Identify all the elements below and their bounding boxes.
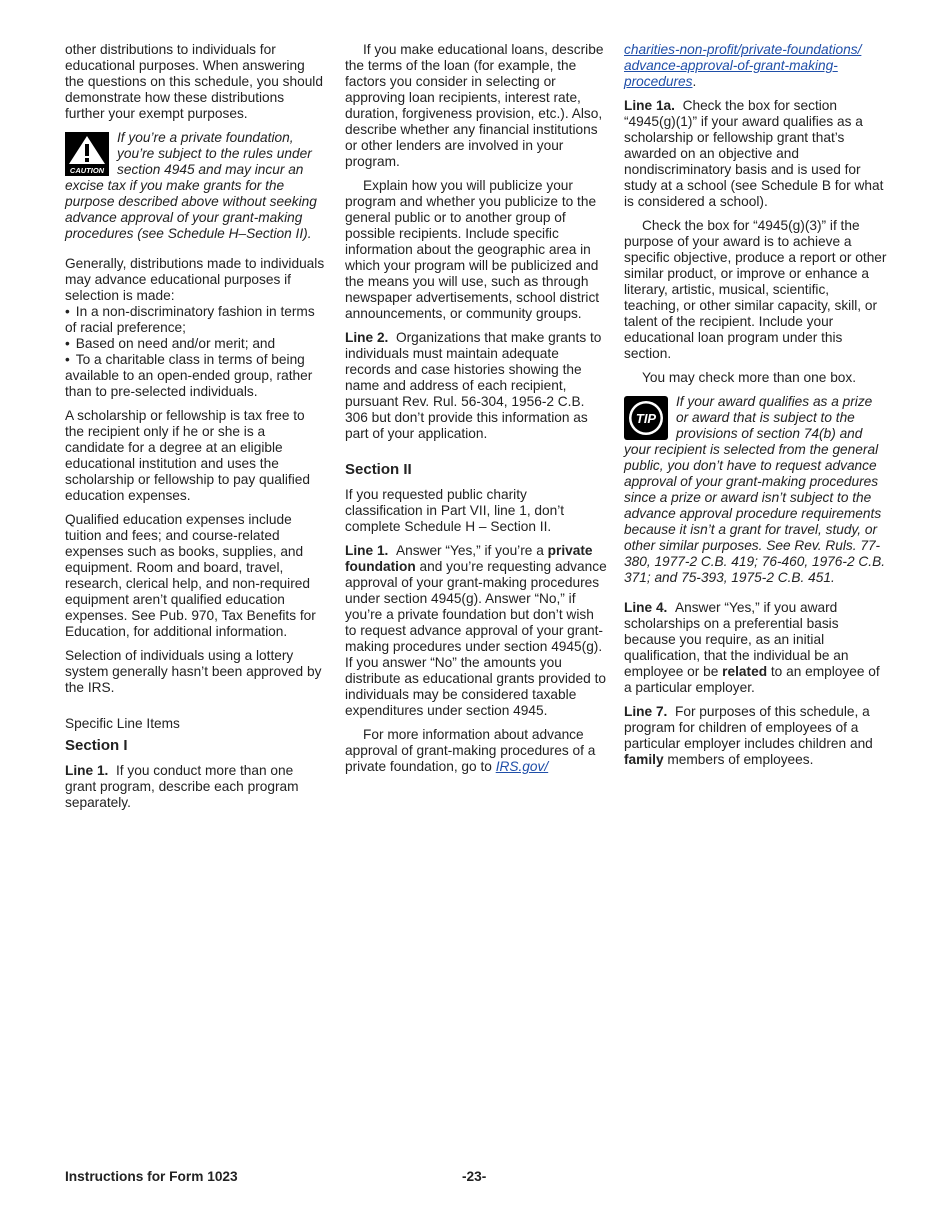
column-3 bbox=[624, 42, 888, 776]
caution-icon bbox=[65, 132, 109, 176]
list-item: • Based on need and/or merit; and bbox=[65, 336, 276, 351]
paragraph: If you make educational loans, describe the terms of the loan (for example, the factors you consider in selecting or approving loan recipients, interest rate, duration, forgiveness provision, etc.). Also, describe whether any financial institutions or other lenders are involved in your program. bbox=[345, 42, 604, 169]
footer-title: Instructions for Form 1023 bbox=[65, 1169, 238, 1184]
paragraph: Check the box for “4945(g)(3)” if the purpose of your award is to achieve a specific objective, produce a report or other similar product, or improve or enhance a literary, artistic, musical, scientific, teaching, or other similar capacity, skill, or talent of the recipient. Include your educational loan program under this section. bbox=[624, 218, 887, 361]
paragraph: You may check more than one box. bbox=[642, 370, 857, 385]
paragraph: For more information about advance approval of grant-making procedures of a private foundation, go to IRS.gov/ bbox=[345, 727, 596, 774]
line-label: Line 7. bbox=[624, 704, 668, 719]
section-2-line-1-paragraph: Line 1. Answer “Yes,” if you’re a private foundation and you’re requesting advance approval of your grant-making procedures under section 4945(g). Answer “No,” if you’re a private foundation but don’t wish to request advance approval of your grant-making procedures under section 4945(g). If you answer “No” the amounts you distribute as educational grants provided to individuals may be considered taxable expenditures under section 4945. bbox=[345, 543, 607, 718]
tip-icon bbox=[624, 396, 668, 440]
paragraph: Qualified education expenses include tuition and fees; and course-related expenses such as books, supplies, and equipment. Room and board, travel, research, clerical help, and non-required equipment aren’t qualified education expenses. See Pub. 970, Tax Benefits for Education, for additional information. bbox=[65, 512, 316, 639]
bullet-list bbox=[65, 304, 327, 400]
irs-link[interactable]: IRS.gov/ bbox=[495, 759, 549, 774]
tip-note bbox=[624, 394, 888, 586]
paragraph: charities-non-profit/private-foundations/ advance-approval-of-grant-making- procedures. bbox=[624, 42, 862, 89]
section-2-heading: Section II bbox=[345, 461, 412, 478]
line-label: Line 1. bbox=[65, 763, 109, 778]
column-1 bbox=[65, 42, 327, 819]
line-7-paragraph: Line 7. For purposes of this schedule, a program for children of employees of a particular employer includes children and family members of employees. bbox=[624, 704, 873, 767]
tip-text: If your award qualifies as a prize or award that is subject to the provisions of section 74(b) and your recipient is selected from the general public, you don’t have to request advance approval of your grant-making procedures since a prize or award isn’t subject to the advance approval procedure requirements because it isn’t a grant for travel, study, or other similar purposes. See Rev. Ruls. 77-380, 1977-2 C.B. 419; 76-460, 1976-2 C.B. 371; and 75-393, 1975-2 C.B. 451. bbox=[624, 394, 885, 585]
irs-link-continued[interactable]: charities-non-profit/private-foundations/ advance-approval-of-grant-making- procedures bbox=[624, 42, 862, 89]
tip-icon-label: TIP bbox=[635, 411, 657, 426]
paragraph: Selection of individuals using a lottery system generally hasn’t been approved by the IRS. bbox=[65, 648, 322, 695]
line-label: Line 1a. bbox=[624, 98, 675, 113]
paragraph: other distributions to individuals for educational purposes. When answering the questions on this schedule, you should demonstrate how these distributions further your exempt purposes. bbox=[65, 42, 323, 121]
page-number: -23- bbox=[462, 1169, 487, 1184]
paragraph: Generally, distributions made to individuals may advance educational purposes if selection is made: bbox=[65, 256, 325, 303]
caution-note bbox=[65, 130, 327, 242]
line-1a-paragraph: Line 1a. Check the box for section “4945(g)(1)” if your award qualifies as a scholarship or fellowship grant that’s awarded on an objective and nondiscriminatory basis and is used for study at a school (see Schedule B for what is considered a school). bbox=[624, 98, 884, 209]
line-label: Line 4. bbox=[624, 600, 668, 615]
paragraph: If you requested public charity classification in Part VII, line 1, don’t complete Schedule H – Section II. bbox=[345, 487, 565, 534]
section-1-heading: Section I bbox=[65, 737, 128, 754]
line-2-paragraph: Line 2. Organizations that make grants to individuals must maintain adequate records and case histories showing the name and address of each recipient, pursuant Rev. Rul. 56-304, 1956-2 C.B. 306 but don’t provide this information as part of your application. bbox=[345, 330, 602, 441]
line-label: Line 1. bbox=[345, 543, 389, 558]
paragraph: A scholarship or fellowship is tax free to the recipient only if he or she is a candidate for a degree at an eligible educational institution and uses the scholarship or fellowship to pay qualified education expenses. bbox=[65, 408, 310, 503]
column-2 bbox=[345, 42, 607, 783]
caution-icon-label: CAUTION bbox=[69, 166, 105, 175]
list-item: • To a charitable class in terms of being available to an open-ended group, rather than to pre-selected individuals. bbox=[65, 352, 313, 399]
paragraph: Explain how you will publicize your program and whether you publicize to the general public or to another group of possible recipients. Include specific information about the geographic area in which your program will be publicized and the means you will use, such as through newspaper advertisements, school district announcements, or community groups. bbox=[345, 178, 600, 321]
specific-line-items-heading: Specific Line Items bbox=[65, 716, 180, 731]
line-4-paragraph: Line 4. Answer “Yes,” if you award scholarships on a preferential basis because you require, as an initial qualification, that the individual be an employee or be related to an employee of a particular employer. bbox=[624, 600, 880, 695]
list-item: • In a non-discriminatory fashion in terms of racial preference; bbox=[65, 304, 315, 335]
caution-text: If you’re a private foundation, you’re subject to the rules under section 4945 and may incur an excise tax if you make grants for the purpose described above without seeking advance approval of your grant-making procedures (see Schedule H–Section II). bbox=[65, 130, 317, 241]
line-1-paragraph: Line 1. If you conduct more than one grant program, describe each program separately. bbox=[65, 763, 299, 810]
line-label: Line 2. bbox=[345, 330, 389, 345]
